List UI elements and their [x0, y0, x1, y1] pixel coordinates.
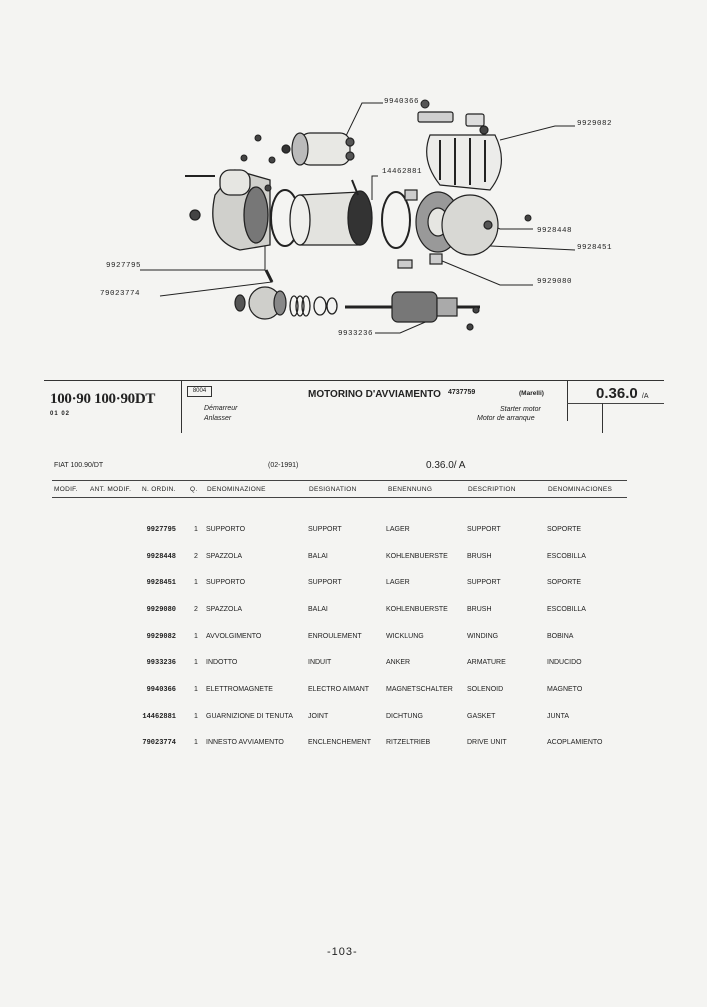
drive-end-housing-part: [190, 170, 270, 250]
group-suffix: /A: [641, 393, 649, 400]
part-ordin: 9928448: [146, 552, 176, 561]
col-ant-modif: ANT. MODIF.: [90, 486, 132, 493]
callout-9933236: 9933236: [338, 330, 374, 338]
divider: [602, 403, 603, 433]
part-name-es: BOBINA: [547, 632, 574, 640]
part-name-fr: SUPPORT: [308, 579, 342, 587]
part-ordin: 9927795: [146, 525, 176, 534]
col-description: DESCRIPTION: [468, 486, 516, 493]
part-name-es: SOPORTE: [547, 579, 582, 587]
col-designation: DESIGNATION: [309, 486, 357, 493]
part-name-de: MAGNETSCHALTER: [386, 686, 453, 694]
model-left: 100·90: [50, 391, 91, 407]
part-name-it: SUPPORTO: [206, 579, 246, 587]
leader-14462881: [372, 176, 378, 200]
group-code: [596, 385, 649, 402]
part-ordin: 9928451: [146, 579, 176, 588]
callout-9928448: 9928448: [537, 227, 573, 235]
part-name-it: SPAZZOLA: [206, 552, 243, 560]
part-name-en: DRIVE UNIT: [467, 739, 507, 747]
part-name-it: INDOTTO: [206, 659, 238, 667]
parts-en-column: [467, 508, 507, 757]
divider: [567, 381, 568, 421]
section-maker: (Marelli): [519, 390, 544, 397]
washer-part: [525, 215, 531, 221]
col-denominaciones: DENOMINACIONES: [548, 486, 613, 493]
part-name-de: DICHTUNG: [386, 712, 423, 720]
part-name-es: ACOPLAMIENTO: [547, 739, 603, 747]
col-denominazione: DENOMINAZIONE: [207, 486, 266, 493]
part-name-es: ESCOBILLA: [547, 552, 586, 560]
spring-part: [290, 296, 337, 316]
part-name-it: ELETTROMAGNETE: [206, 686, 273, 694]
part-name-en: SUPPORT: [467, 579, 501, 587]
part-name-fr: ENROULEMENT: [308, 632, 362, 640]
end-cover-part: [442, 195, 498, 255]
leader-9940366: [345, 103, 383, 138]
callout-14462881: 14462881: [382, 168, 423, 176]
col-benennung: BENENNUNG: [388, 486, 433, 493]
part-name-it: AVVOLGIMENTO: [206, 632, 262, 640]
callout-9929082: 9929082: [577, 120, 613, 128]
subheader-model: FIAT 100.90/DT: [54, 462, 104, 469]
callout-79023774: 79023774: [100, 290, 141, 298]
part-qty: 2: [194, 605, 198, 613]
catalog-header-band: [44, 380, 664, 436]
part-qty: 1: [194, 579, 198, 587]
part-ordin: 9933236: [146, 659, 176, 668]
part-name-de: WICKLUNG: [386, 632, 424, 640]
callout-9929080: 9929080: [537, 278, 573, 286]
part-name-fr: BALAI: [308, 605, 328, 613]
section-title-code: 4737759: [448, 389, 476, 396]
part-name-de: LAGER: [386, 525, 410, 533]
part-ordin: 9929080: [146, 605, 176, 614]
part-name-fr: SUPPORT: [308, 525, 342, 533]
model-right: 100·90DT: [94, 391, 156, 407]
nut-part: [421, 100, 429, 108]
part-name-it: INNESTO AVVIAMENTO: [206, 739, 284, 747]
part-qty: 1: [194, 525, 198, 533]
leader-9929080: [435, 258, 533, 285]
section-title: MOTORINO D'AVVIAMENTO: [308, 389, 441, 400]
part-name-de: LAGER: [386, 579, 410, 587]
part-name-en: WINDING: [467, 632, 499, 640]
part-qty: 1: [194, 659, 198, 667]
part-name-de: KOHLENBUERSTE: [386, 552, 448, 560]
part-qty: 1: [194, 632, 198, 640]
part-qty: 2: [194, 552, 198, 560]
part-name-fr: ENCLENCHEMENT: [308, 739, 372, 747]
parts-de-column: [386, 508, 453, 757]
yoke-part: [290, 180, 372, 245]
part-name-de: RITZELTRIEB: [386, 739, 431, 747]
parts-q-column: [194, 508, 198, 757]
callout-9940366: 9940366: [384, 98, 420, 106]
part-name-it: SPAZZOLA: [206, 605, 243, 613]
model-sub: 01 02: [50, 411, 71, 417]
part-name-es: SOPORTE: [547, 525, 582, 533]
part-name-it: GUARNIZIONE DI TENUTA: [206, 712, 293, 720]
part-ordin: 79023774: [142, 739, 176, 748]
table-rule: [52, 480, 627, 481]
part-name-en: SUPPORT: [467, 525, 501, 533]
group-number: 0.36.0: [596, 385, 638, 402]
callout-9928451: 9928451: [577, 244, 613, 252]
divider: [567, 403, 664, 404]
subheader-group: 0.36.0/ A: [426, 460, 466, 471]
part-name-es: INDUCIDO: [547, 659, 582, 667]
col-modif: MODIF.: [54, 486, 78, 493]
section-box-code: 8004: [187, 386, 212, 397]
part-name-es: ESCOBILLA: [547, 605, 586, 613]
leader-9929082: [500, 126, 575, 140]
part-name-es: MAGNETO: [547, 686, 583, 694]
part-name-it: SUPPORTO: [206, 525, 246, 533]
part-qty: 1: [194, 686, 198, 694]
part-name-de: ANKER: [386, 659, 411, 667]
table-rule: [52, 497, 627, 498]
title-english: Starter motor: [500, 406, 541, 413]
part-name-en: BRUSH: [467, 552, 492, 560]
part-name-en: GASKET: [467, 712, 496, 720]
armature-part: [345, 292, 480, 330]
part-name-en: SOLENOID: [467, 686, 504, 694]
callout-9927795: 9927795: [106, 262, 142, 270]
exploded-view-diagram: [0, 0, 707, 370]
part-name-fr: JOINT: [308, 712, 329, 720]
part-name-fr: BALAI: [308, 552, 328, 560]
title-german: Anlasser: [204, 415, 232, 422]
field-winding-part: [418, 112, 501, 190]
part-qty: 1: [194, 712, 198, 720]
parts-fr-column: [308, 508, 371, 757]
part-name-de: KOHLENBUERSTE: [386, 605, 448, 613]
parts-ordin-column: [128, 508, 176, 757]
part-name-en: BRUSH: [467, 605, 492, 613]
col-q: Q.: [190, 486, 198, 493]
page-number: -103-: [327, 946, 358, 958]
title-spanish: Motor de arranque: [477, 415, 535, 422]
part-name-es: JUNTA: [547, 712, 570, 720]
part-qty: 1: [194, 739, 198, 747]
part-ordin: 9940366: [146, 686, 176, 695]
model-code: [50, 391, 155, 408]
part-name-fr: INDUIT: [308, 659, 332, 667]
part-ordin: 9929082: [146, 632, 176, 641]
col-n-ordin: N. ORDIN.: [142, 486, 176, 493]
part-ordin: 14462881: [142, 712, 176, 721]
drive-unit-part: [235, 270, 286, 319]
part-name-en: ARMATURE: [467, 659, 506, 667]
subheader-date: (02-1991): [268, 462, 299, 469]
divider: [181, 381, 182, 433]
solenoid-part: [282, 133, 354, 165]
parts-es-column: [547, 508, 603, 757]
title-french: Démarreur: [204, 405, 238, 412]
part-name-fr: ELECTRO AIMANT: [308, 686, 370, 694]
parts-it-column: [206, 508, 293, 757]
